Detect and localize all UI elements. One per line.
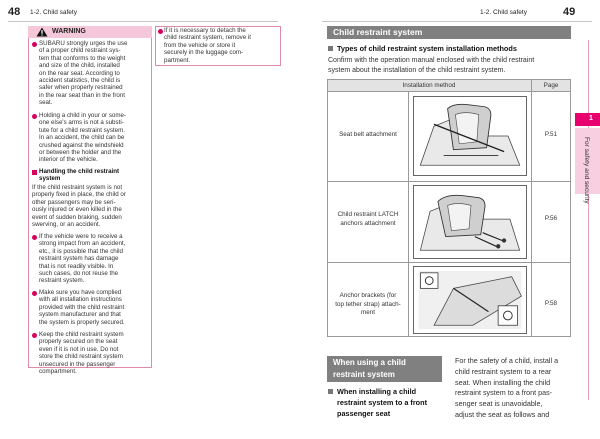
table-row-page: P.58	[544, 300, 558, 307]
gray-square-bullet	[328, 389, 333, 394]
chapter-tab-number: 1	[589, 115, 593, 122]
square-bullet	[32, 170, 37, 175]
warning-bullet-5: Keep the child restraint system properly secured on the seat even if it is not in use. Do not store the child restraint system unsecured in the passenger compartment.	[39, 331, 124, 376]
bullet-dot	[32, 42, 37, 47]
chapter-tab[interactable]	[575, 113, 600, 126]
seat-belt-attachment-illustration	[413, 96, 527, 176]
col-installation-method: Installation method	[402, 82, 456, 89]
warning-title: WARNING	[52, 28, 86, 35]
right-section-label: 1-2. Child safety	[480, 9, 527, 16]
front-seat-paragraph: For the safety of a child, install a child restraint system to a rear seat. When installing the child restraint system to a front pas- senger seat is unavoidable, adjust the seat as follows and	[455, 356, 559, 419]
table-row-page: P.56	[544, 215, 558, 222]
table-row-divider	[327, 262, 571, 263]
warning-triangle-icon	[36, 27, 48, 37]
bullet-dot	[32, 235, 37, 240]
warning-bullet-4: Make sure you have complied with all installation instructions provided with the child restraint system manufacturer and that the system is properly secured.	[39, 289, 125, 326]
intro-paragraph: Confirm with the operation manual enclosed with the child restraint system about the installation of the child restraint system.	[328, 57, 535, 74]
handling-text: If the child restraint system is not properly fixed in place, the child or other passengers may be seri- ously injured or even killed in the event of sudden braking, sudden swerving, or an accident.	[32, 184, 126, 229]
warning-continuation-bullet: If it is necessary to detach the child restraint system, remove it from the vehicle or store it securely in the luggage com- partment.	[164, 27, 251, 64]
when-using-title: When using a child restraint system	[333, 358, 406, 379]
table-divider	[531, 79, 532, 337]
table-row-label: Child restraint LATCH anchors attachment	[337, 211, 399, 227]
table-row-divider	[327, 181, 571, 182]
warning-bullet-1: SUBARU strongly urges the use of a proper child restraint sys- tem that conforms to the weight and size of the child, installed on the rear seat. According to accident statistics, the child is safer when properly restrained in the rear seat than in the front seat.	[39, 40, 128, 107]
anchor-brackets-illustration	[413, 266, 527, 334]
right-header-rule	[322, 21, 592, 22]
latch-anchors-illustration	[413, 185, 527, 259]
gray-square-bullet	[328, 46, 333, 51]
table-divider	[408, 92, 409, 337]
table-row-page: P.51	[544, 131, 558, 138]
bullet-dot	[158, 29, 163, 34]
table-row-label: Seat belt attachment	[339, 131, 397, 138]
handling-heading: Handling the child restraint system	[39, 168, 120, 183]
bullet-dot	[32, 333, 37, 338]
section-title: Child restraint system	[333, 27, 423, 37]
warning-bullet-3: If the vehicle were to receive a strong impact from an accident, etc., it is possible that the child restraint system has damage that is not readily visible. In such cases, do not reuse the restraint system.	[39, 233, 126, 285]
right-page-number: 49	[563, 6, 576, 18]
left-header-rule	[8, 21, 278, 22]
chapter-tab-label: For safety and security	[583, 137, 590, 204]
table-row-label: Anchor brackets (for top tether strap) attach- ment	[335, 292, 401, 316]
col-page: Page	[543, 82, 559, 89]
bullet-dot	[32, 114, 37, 119]
warning-bullet-2: Holding a child in your or some- one else's arms is not a substi- tute for a child restraint system. In an accident, the child can be crushed against the windshield or between the holder and the interior of the vehicle.	[39, 112, 127, 164]
left-page-number: 48	[8, 6, 21, 18]
bullet-dot	[32, 291, 37, 296]
front-seat-subheading: When installing a child restraint system to a front passenger seat	[337, 387, 428, 418]
types-heading: Types of child restraint system installation methods	[337, 44, 517, 53]
left-section-label: 1-2. Child safety	[30, 9, 77, 16]
